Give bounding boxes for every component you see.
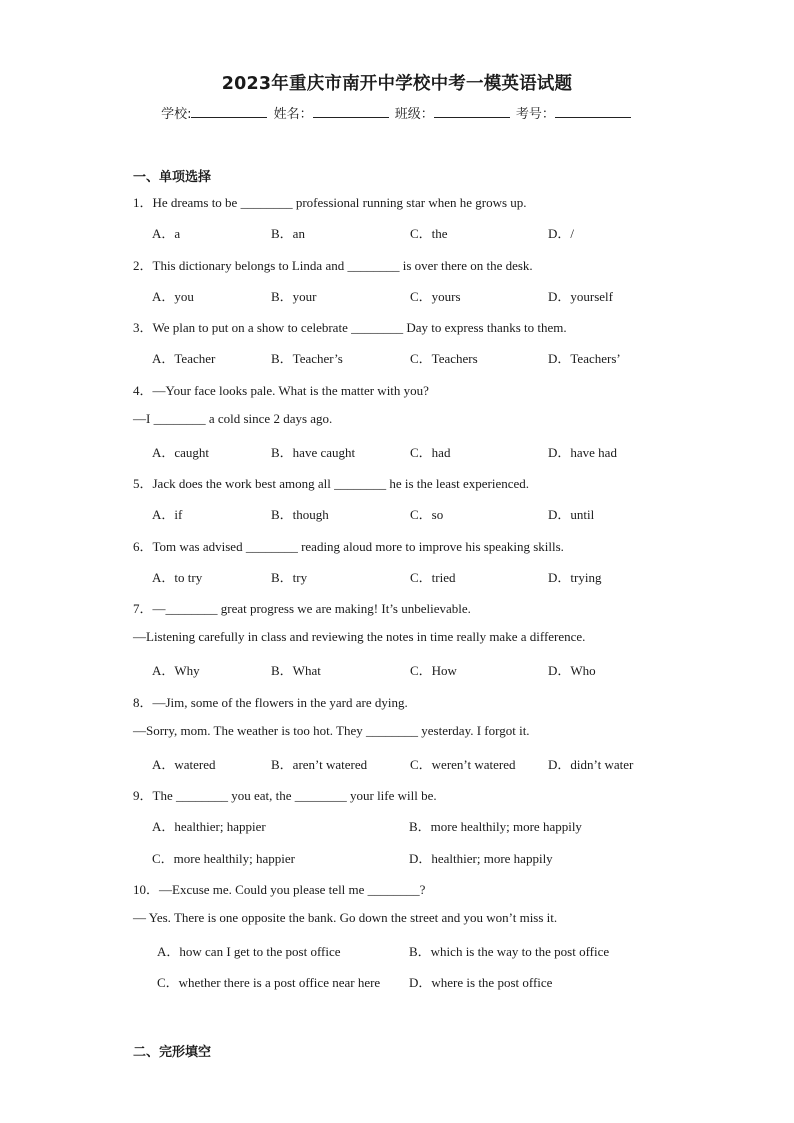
section-title-single-choice: 一、单项选择 (133, 170, 212, 185)
option-d[interactable]: D．healthier; more happily (409, 851, 553, 866)
option-d[interactable]: D．yourself (548, 289, 613, 304)
option-a[interactable]: A．you (152, 289, 194, 304)
option-b[interactable]: B．Teacher’s (271, 351, 343, 366)
option-b[interactable]: B．though (271, 507, 329, 522)
option-b[interactable]: B．more healthily; more happily (409, 819, 582, 834)
question-stem: 9．The ________ you eat, the ________ your life will be. (133, 788, 437, 803)
option-d[interactable]: D．have had (548, 445, 617, 460)
section-title-cloze: 二、完形填空 (133, 1045, 212, 1060)
option-b[interactable]: B．an (271, 226, 305, 241)
option-d[interactable]: D．Who (548, 663, 596, 678)
option-d[interactable]: D．until (548, 507, 595, 522)
option-d[interactable]: D．where is the post office (409, 975, 553, 990)
option-a[interactable]: A．if (152, 507, 183, 522)
name-blank[interactable] (313, 103, 389, 118)
school-blank[interactable] (191, 103, 267, 118)
name-label: 姓名： (273, 107, 313, 122)
option-c[interactable]: C．Teachers (410, 351, 478, 366)
question-stem: 3．We plan to put on a show to celebrate ________ Day to express thanks to them. (133, 320, 567, 335)
option-d[interactable]: D．Teachers’ (548, 351, 621, 366)
question-stem: 10．—Excuse me. Could you please tell me ________? (133, 882, 426, 897)
question-stem: 5．Jack does the work best among all ________ he is the least experienced. (133, 476, 530, 491)
option-c[interactable]: C．the (410, 226, 448, 241)
option-d[interactable]: D．didn’t water (548, 757, 634, 772)
school-label: 学校: (161, 107, 192, 122)
option-c[interactable]: C．yours (410, 289, 461, 304)
question-stem-reply: —Sorry, mom. The weather is too hot. They ________ yesterday. I forgot it. (133, 723, 530, 738)
option-c[interactable]: C．tried (410, 570, 456, 585)
option-a[interactable]: A．healthier; happier (152, 819, 266, 834)
question-stem: 6．Tom was advised ________ reading aloud more to improve his speaking skills. (133, 539, 564, 554)
option-a[interactable]: A．watered (152, 757, 216, 772)
option-b[interactable]: B．What (271, 663, 321, 678)
question-stem: 8．—Jim, some of the flowers in the yard are dying. (133, 695, 408, 710)
option-c[interactable]: C．How (410, 663, 457, 678)
question-stem: 4．—Your face looks pale. What is the matter with you? (133, 383, 429, 398)
option-b[interactable]: B．aren’t watered (271, 757, 368, 772)
option-c[interactable]: C．whether there is a post office near here (157, 975, 381, 990)
option-a[interactable]: A．how can I get to the post office (157, 944, 341, 959)
page-title: 2023年重庆市南开中学校中考一模英语试题 (221, 74, 573, 94)
question-stem-reply: —Listening carefully in class and reviewing the notes in time really make a difference. (133, 629, 586, 644)
exam-number-label: 考号： (515, 107, 555, 122)
option-a[interactable]: A．Teacher (152, 351, 216, 366)
question-stem: 1．He dreams to be ________ professional running star when he grows up. (133, 195, 527, 210)
exam-number-blank[interactable] (555, 103, 631, 118)
question-stem: 2．This dictionary belongs to Linda and ________ is over there on the desk. (133, 258, 533, 273)
option-b[interactable]: B．have caught (271, 445, 356, 460)
class-blank[interactable] (434, 103, 510, 118)
question-stem-reply: —I ________ a cold since 2 days ago. (133, 411, 333, 426)
student-info-line (0, 103, 794, 122)
option-d[interactable]: D．/ (548, 226, 575, 241)
option-a[interactable]: A．a (152, 226, 181, 241)
option-a[interactable]: A．to try (152, 570, 203, 585)
option-c[interactable]: C．so (410, 507, 444, 522)
option-b[interactable]: B．try (271, 570, 308, 585)
option-c[interactable]: C．weren’t watered (410, 757, 516, 772)
option-d[interactable]: D．trying (548, 570, 602, 585)
option-c[interactable]: C．more healthily; happier (152, 851, 295, 866)
option-a[interactable]: A．caught (152, 445, 210, 460)
option-a[interactable]: A．Why (152, 663, 200, 678)
option-c[interactable]: C．had (410, 445, 451, 460)
question-stem: 7．—________ great progress we are making! It’s unbelievable. (133, 601, 471, 616)
question-stem-reply: — Yes. There is one opposite the bank. Go down the street and you won’t miss it. (133, 910, 558, 925)
class-label: 班级： (394, 107, 434, 122)
option-b[interactable]: B．your (271, 289, 317, 304)
option-b[interactable]: B．which is the way to the post office (409, 944, 610, 959)
